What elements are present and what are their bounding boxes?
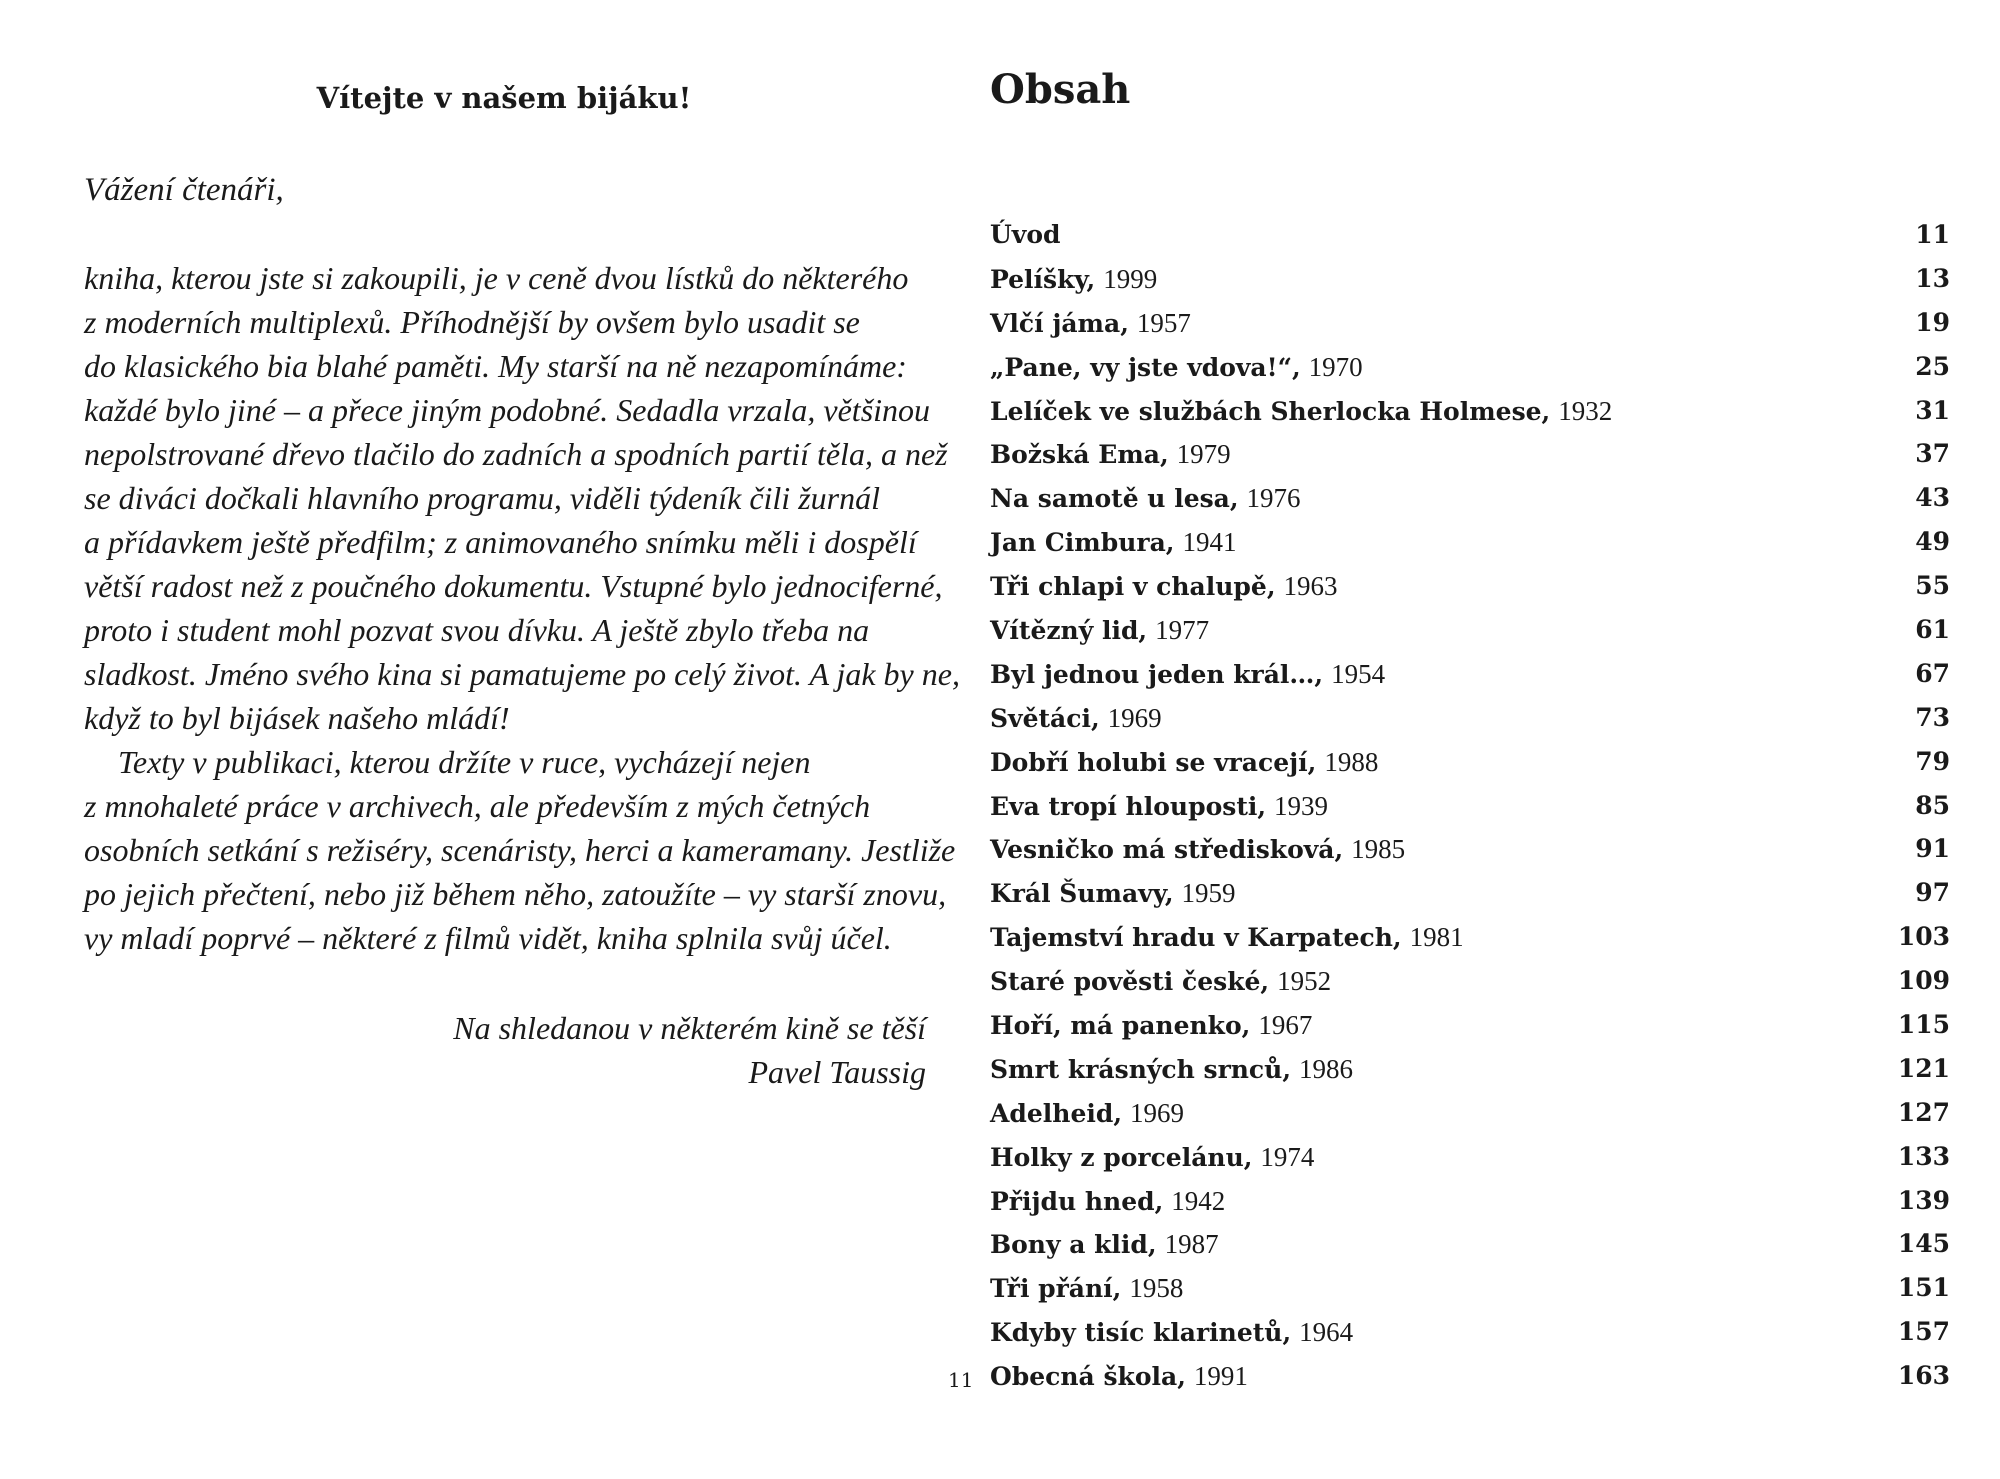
toc-entry-page: 85	[1915, 790, 1950, 820]
toc-entry-year: 1987	[1164, 1229, 1219, 1260]
toc-entry	[990, 1269, 1950, 1313]
toc-entry	[990, 1225, 1950, 1269]
toc-entry-year: 1959	[1181, 878, 1236, 909]
toc-entry-page: 11	[1915, 220, 1950, 249]
left-page	[0, 0, 974, 1479]
toc-entry-page: 49	[1915, 527, 1950, 557]
toc-entry-title: Jan Cimbura,	[990, 528, 1175, 558]
toc-entry-year: 1986	[1298, 1053, 1353, 1084]
foreword-line: proto i student mohl pozvat svou dívku. A ještě zbylo třeba na	[84, 612, 870, 648]
toc-entry	[990, 216, 1950, 260]
toc-entry-title: Smrt krásných srnců,	[990, 1054, 1292, 1084]
toc-list	[990, 216, 1950, 1401]
toc-entry-year: 1964	[1299, 1317, 1354, 1348]
foreword-line: osobních setkání s režiséry, scenáristy, herci a kameramany. Jestliže	[84, 832, 956, 868]
signoff	[84, 1006, 926, 1094]
toc-entry	[990, 787, 1950, 831]
toc-entry-page: 67	[1915, 658, 1950, 688]
toc-entry	[990, 479, 1950, 523]
foreword-line: z mnohaleté práce v archivech, ale především z mých četných	[84, 788, 871, 824]
toc-entry-year: 1967	[1258, 1010, 1313, 1041]
foreword-line: větší radost než z poučného dokumentu. Vstupné bylo jednociferné,	[84, 568, 943, 604]
author-name: Pavel Taussig	[748, 1054, 926, 1090]
toc-entry-page: 43	[1915, 483, 1950, 513]
toc-entry-title: Tajemství hradu v Karpatech,	[990, 923, 1402, 953]
toc-entry	[990, 435, 1950, 479]
toc-entry	[990, 962, 1950, 1006]
toc-entry-title: Božská Ema,	[990, 440, 1169, 470]
toc-entry-title: Tři přání,	[990, 1274, 1122, 1304]
toc-entry	[990, 567, 1950, 611]
toc-entry-page: 91	[1915, 834, 1950, 864]
toc-entry-page: 55	[1915, 571, 1950, 601]
toc-entry-title: Vítězný lid,	[990, 616, 1148, 646]
toc-entry-page: 115	[1897, 1010, 1950, 1040]
toc-entry	[990, 1050, 1950, 1094]
toc-entry-year: 1977	[1155, 615, 1210, 646]
foreword-line: když to byl bijásek našeho mládí!	[84, 700, 510, 736]
toc-entry-title: Dobří holubi se vracejí,	[990, 747, 1317, 777]
toc-entry-year: 1958	[1129, 1273, 1184, 1304]
toc-entry-year: 1979	[1176, 439, 1231, 470]
toc-entry-page: 37	[1915, 439, 1950, 469]
toc-entry	[990, 699, 1950, 743]
toc-entry-page: 121	[1897, 1053, 1950, 1083]
toc-entry-title: Tři chlapi v chalupě,	[990, 572, 1276, 602]
foreword-line: každé bylo jiné – a přece jiným podobné. Sedadla vrzala, většinou	[84, 392, 931, 428]
toc-entry-year: 1981	[1409, 922, 1464, 953]
toc-entry-page: 97	[1915, 878, 1950, 908]
toc-entry-title: Holky z porcelánu,	[990, 1142, 1253, 1172]
toc-entry	[990, 611, 1950, 655]
toc-entry	[990, 523, 1950, 567]
page-number: 11	[948, 1368, 974, 1392]
toc-entry-title: Hoří, má panenko,	[990, 1011, 1251, 1041]
toc-entry	[990, 348, 1950, 392]
toc-entry-title: Král Šumavy,	[990, 879, 1174, 909]
toc-entry-year: 1974	[1260, 1141, 1315, 1172]
toc-entry-year: 1939	[1274, 790, 1329, 821]
toc-entry-page: 151	[1897, 1273, 1950, 1303]
toc-entry-title: Lelíček ve službách Sherlocka Holmese,	[990, 396, 1551, 426]
foreword-line: Texty v publikaci, kterou držíte v ruce, vycházejí nejen	[118, 744, 811, 780]
salutation: Vážení čtenáři,	[84, 172, 284, 208]
toc-entry-year: 1999	[1103, 263, 1158, 294]
toc-entry-title: Obecná škola,	[990, 1362, 1186, 1392]
toc-entry-title: Přijdu hned,	[990, 1186, 1164, 1216]
toc-entry-year: 1952	[1277, 966, 1332, 997]
foreword-line: po jejich přečtení, nebo již během něho, zatoužíte – vy starší znovu,	[84, 876, 947, 912]
toc-entry	[990, 260, 1950, 304]
toc-entry	[990, 1357, 1950, 1401]
toc-entry	[990, 1094, 1950, 1138]
toc-entry-page: 133	[1897, 1141, 1950, 1171]
toc-entry-year: 1932	[1558, 395, 1613, 426]
toc-entry-year: 1988	[1324, 746, 1379, 777]
toc-entry-year: 1969	[1130, 1097, 1184, 1128]
toc-entry-year: 1969	[1107, 702, 1162, 733]
foreword-line: z moderních multiplexů. Příhodnější by ovšem bylo usadit se	[84, 304, 860, 340]
toc-entry-year: 1985	[1351, 834, 1406, 865]
toc-entry	[990, 1138, 1950, 1182]
toc-entry-page: 103	[1897, 922, 1950, 952]
toc-entry-page: 145	[1897, 1229, 1950, 1259]
toc-entry	[990, 1006, 1950, 1050]
toc-entry-year: 1954	[1331, 658, 1386, 689]
foreword-line: do klasického bia blahé paměti. My starší na ně nezapomínáme:	[84, 348, 907, 384]
toc-entry-title: „Pane, vy jste vdova!“,	[990, 352, 1301, 382]
toc-entry	[990, 918, 1950, 962]
foreword-line: nepolstrované dřevo tlačilo do zadních a spodních partií těla, a než	[84, 436, 948, 472]
foreword-line: vy mladí poprvé – některé z filmů vidět, kniha splnila svůj účel.	[84, 920, 892, 956]
foreword-text	[84, 256, 960, 960]
toc-entry-title: Pelíšky,	[990, 264, 1096, 294]
toc-entry-page: 19	[1915, 307, 1950, 337]
toc-entry-page: 25	[1915, 351, 1950, 381]
toc-entry-title: Byl jednou jeden král…,	[990, 659, 1324, 689]
toc-entry-title: Kdyby tisíc klarinetů,	[990, 1318, 1292, 1348]
toc-entry-title: Světáci,	[990, 703, 1100, 733]
signoff-line: Na shledanou v některém kině se těší	[453, 1010, 926, 1046]
toc-entry	[990, 655, 1950, 699]
toc-entry-title: Úvod	[990, 220, 1061, 249]
toc-entry-year: 1970	[1308, 351, 1363, 382]
toc-entry-page: 157	[1897, 1317, 1950, 1347]
toc-entry-page: 79	[1915, 746, 1950, 776]
toc-entry-page: 73	[1915, 702, 1950, 732]
toc-entry-title: Na samotě u lesa,	[990, 484, 1239, 514]
toc-entry	[990, 743, 1950, 787]
foreword-line: a přídavkem ještě předfilm; z animovaného snímku měli i dospělí	[84, 524, 917, 560]
toc-entry-year: 1963	[1283, 571, 1338, 602]
toc-entry-page: 163	[1897, 1361, 1950, 1391]
toc-entry	[990, 304, 1950, 348]
toc-entry-title: Staré pověsti české,	[990, 967, 1270, 997]
toc-entry-page: 109	[1897, 966, 1950, 996]
toc-entry-year: 1957	[1136, 307, 1191, 338]
toc-entry	[990, 1182, 1950, 1226]
toc-entry	[990, 830, 1950, 874]
toc-entry	[990, 1313, 1950, 1357]
toc-entry-title: Vesničko má středisková,	[990, 835, 1344, 865]
toc-entry-year: 1976	[1246, 483, 1301, 514]
toc-entry-year: 1942	[1171, 1185, 1226, 1216]
toc-entry	[990, 392, 1950, 436]
toc-entry-page: 61	[1915, 615, 1950, 645]
toc-heading: Obsah	[990, 66, 1131, 113]
toc-entry-title: Bony a klid,	[990, 1230, 1157, 1260]
toc-entry-year: 1941	[1182, 527, 1237, 558]
toc-entry-page: 127	[1897, 1097, 1950, 1127]
toc-entry-title: Adelheid,	[990, 1098, 1123, 1128]
toc-entry-page: 139	[1897, 1185, 1950, 1215]
foreword-line: kniha, kterou jste si zakoupili, je v ceně dvou lístků do některého	[84, 260, 909, 296]
right-page	[990, 0, 1970, 1479]
foreword-line: sladkost. Jméno svého kina si pamatujeme po celý život. A jak by ne,	[84, 656, 960, 692]
foreword-line: se diváci dočkali hlavního programu, viděli týdeník čili žurnál	[84, 480, 880, 516]
toc-entry-title: Vlčí jáma,	[990, 308, 1129, 338]
toc-entry-page: 13	[1915, 263, 1950, 293]
toc-entry-year: 1991	[1193, 1361, 1248, 1392]
welcome-title: Vítejte v našem bijáku!	[316, 81, 692, 115]
toc-entry	[990, 874, 1950, 918]
toc-entry-title: Eva tropí hlouposti,	[990, 791, 1267, 821]
toc-entry-page: 31	[1915, 395, 1950, 425]
